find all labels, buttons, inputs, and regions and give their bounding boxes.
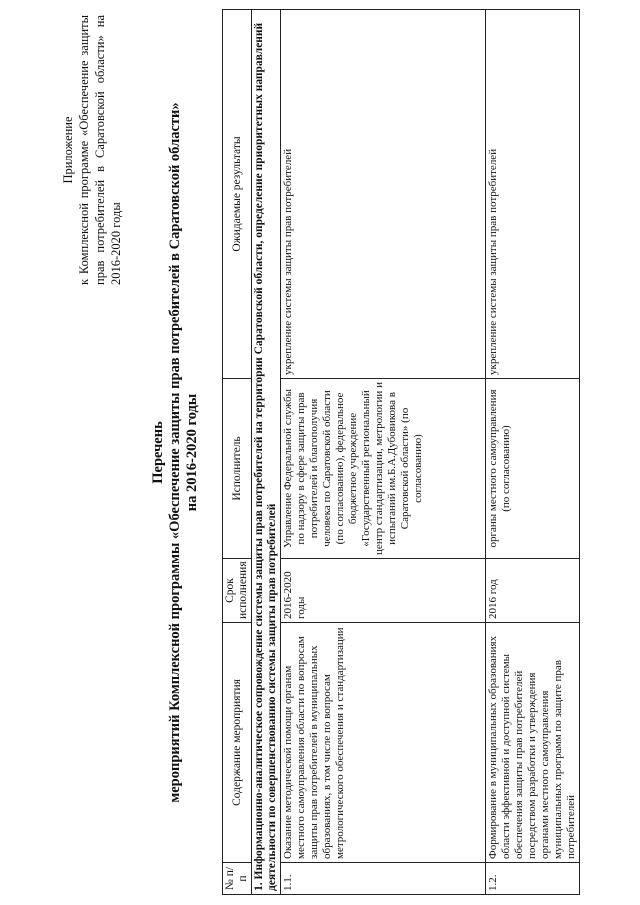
table-header-row (223, 10, 252, 895)
table-row (281, 10, 486, 895)
appendix-title: Приложение (61, 116, 75, 184)
row-num: 1.1. (281, 863, 486, 895)
row-results: укрепление системы защиты прав потребителей (486, 10, 580, 379)
row-results: укрепление системы защиты прав потребителей (281, 10, 486, 379)
header-term: Срок исполнения (223, 559, 252, 623)
row-executor: Управление Федеральной службы по надзору в сфере защиты прав потребителей и благополучия человека по Саратовской области (по согласованию), федеральное бюджетное учреждение «Государственный региональный центр стандартизации, метрологии и испытаний им.Б.А.Дубовикова в Саратовской области» (по согласованию) (281, 379, 486, 559)
row-executor: органы местного самоуправления (по согласованию) (486, 379, 580, 559)
measures-table (222, 9, 580, 895)
section-title: 1. Информационно-аналитическое сопровождение системы защиты прав потребителей на территории Саратовской области, определение приоритетных направлений деятельности по совершенствованию системы защиты прав потребителей (252, 10, 281, 895)
row-term: 2016-2020 годы (281, 559, 486, 623)
row-num: 1.2. (486, 863, 580, 895)
table-row (486, 10, 580, 895)
header-results: Ожидаемые результаты (223, 10, 252, 379)
row-content: Оказание методической помощи органам местного самоуправления области по вопросам защиты прав потребителей в муниципальных образованиях, в том числе по вопросам метрологического обеспечения и стандартизации (281, 623, 486, 863)
header-executor: Исполнитель (223, 379, 252, 559)
row-content: Формирование в муниципальных образованиях области эффективной и доступной системы обеспечения защиты прав потребителей посредством разработки и утверждения органами местного самоуправления муниципальных программ по защите прав потребителей (486, 623, 580, 863)
row-term: 2016 год (486, 559, 580, 623)
appendix-text: к Комплексной программе «Обеспечение защиты прав потребителей в Саратовской области» на 2016-2020 годы (77, 15, 123, 285)
section-row (252, 10, 281, 895)
heading-line-1: Перечень (150, 421, 166, 484)
header-num: № п/п (223, 863, 252, 895)
heading-line-3: на 2016-2020 годы (184, 393, 200, 512)
document-heading (150, 0, 201, 905)
header-content: Содержание мероприятия (223, 623, 252, 863)
appendix-block (60, 15, 124, 285)
heading-line-2: мероприятий Комплексной программы «Обеспечение защиты прав потребителей в Саратовской области» (167, 102, 183, 803)
